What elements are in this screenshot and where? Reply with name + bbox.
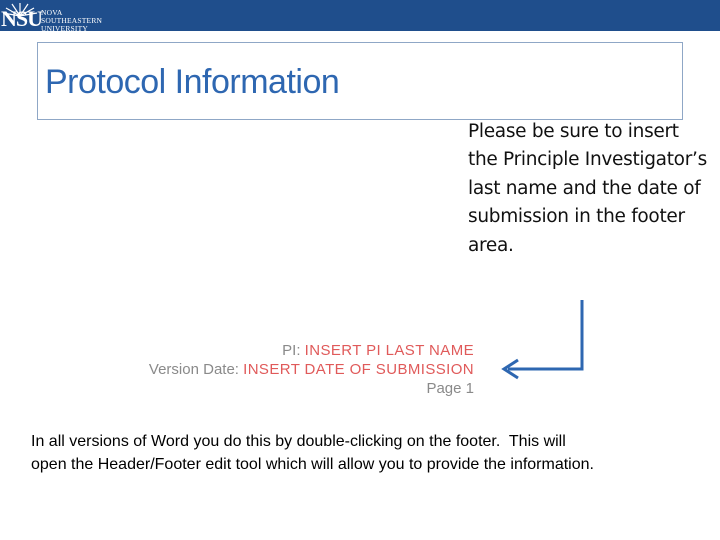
arrow-left-icon <box>496 298 596 382</box>
footer-pi-value: INSERT PI LAST NAME <box>304 342 474 359</box>
callout-text: Please be sure to insert the Principle Investigator’s last name and the date of submission in the footer area. <box>468 121 707 256</box>
header-bar <box>0 0 720 31</box>
title-box <box>37 42 683 120</box>
instruction-text <box>31 430 701 476</box>
footer-pi-line <box>104 341 474 360</box>
logo-line-2: UNIVERSITY <box>41 24 88 33</box>
footer-version-line <box>104 360 474 379</box>
logo-wordmark <box>41 9 102 33</box>
logo-mark: NSU <box>1 6 43 31</box>
footer-pi-label: PI: <box>282 342 305 359</box>
footer-version-value: INSERT DATE OF SUBMISSION <box>243 361 474 378</box>
footer-version-label: Version Date: <box>148 361 244 378</box>
footer-page-label: Page 1 <box>426 380 474 397</box>
logo-line-1: NOVA SOUTHEASTERN <box>41 8 103 25</box>
instruction-line-2: open the Header/Footer edit tool which will allow you to provide the information. <box>31 456 594 473</box>
slide-title: Protocol Information <box>45 63 340 101</box>
instruction-line-1: In all versions of Word you do this by double-clicking on the footer. This will <box>31 433 566 450</box>
footer-example-image <box>104 341 474 398</box>
